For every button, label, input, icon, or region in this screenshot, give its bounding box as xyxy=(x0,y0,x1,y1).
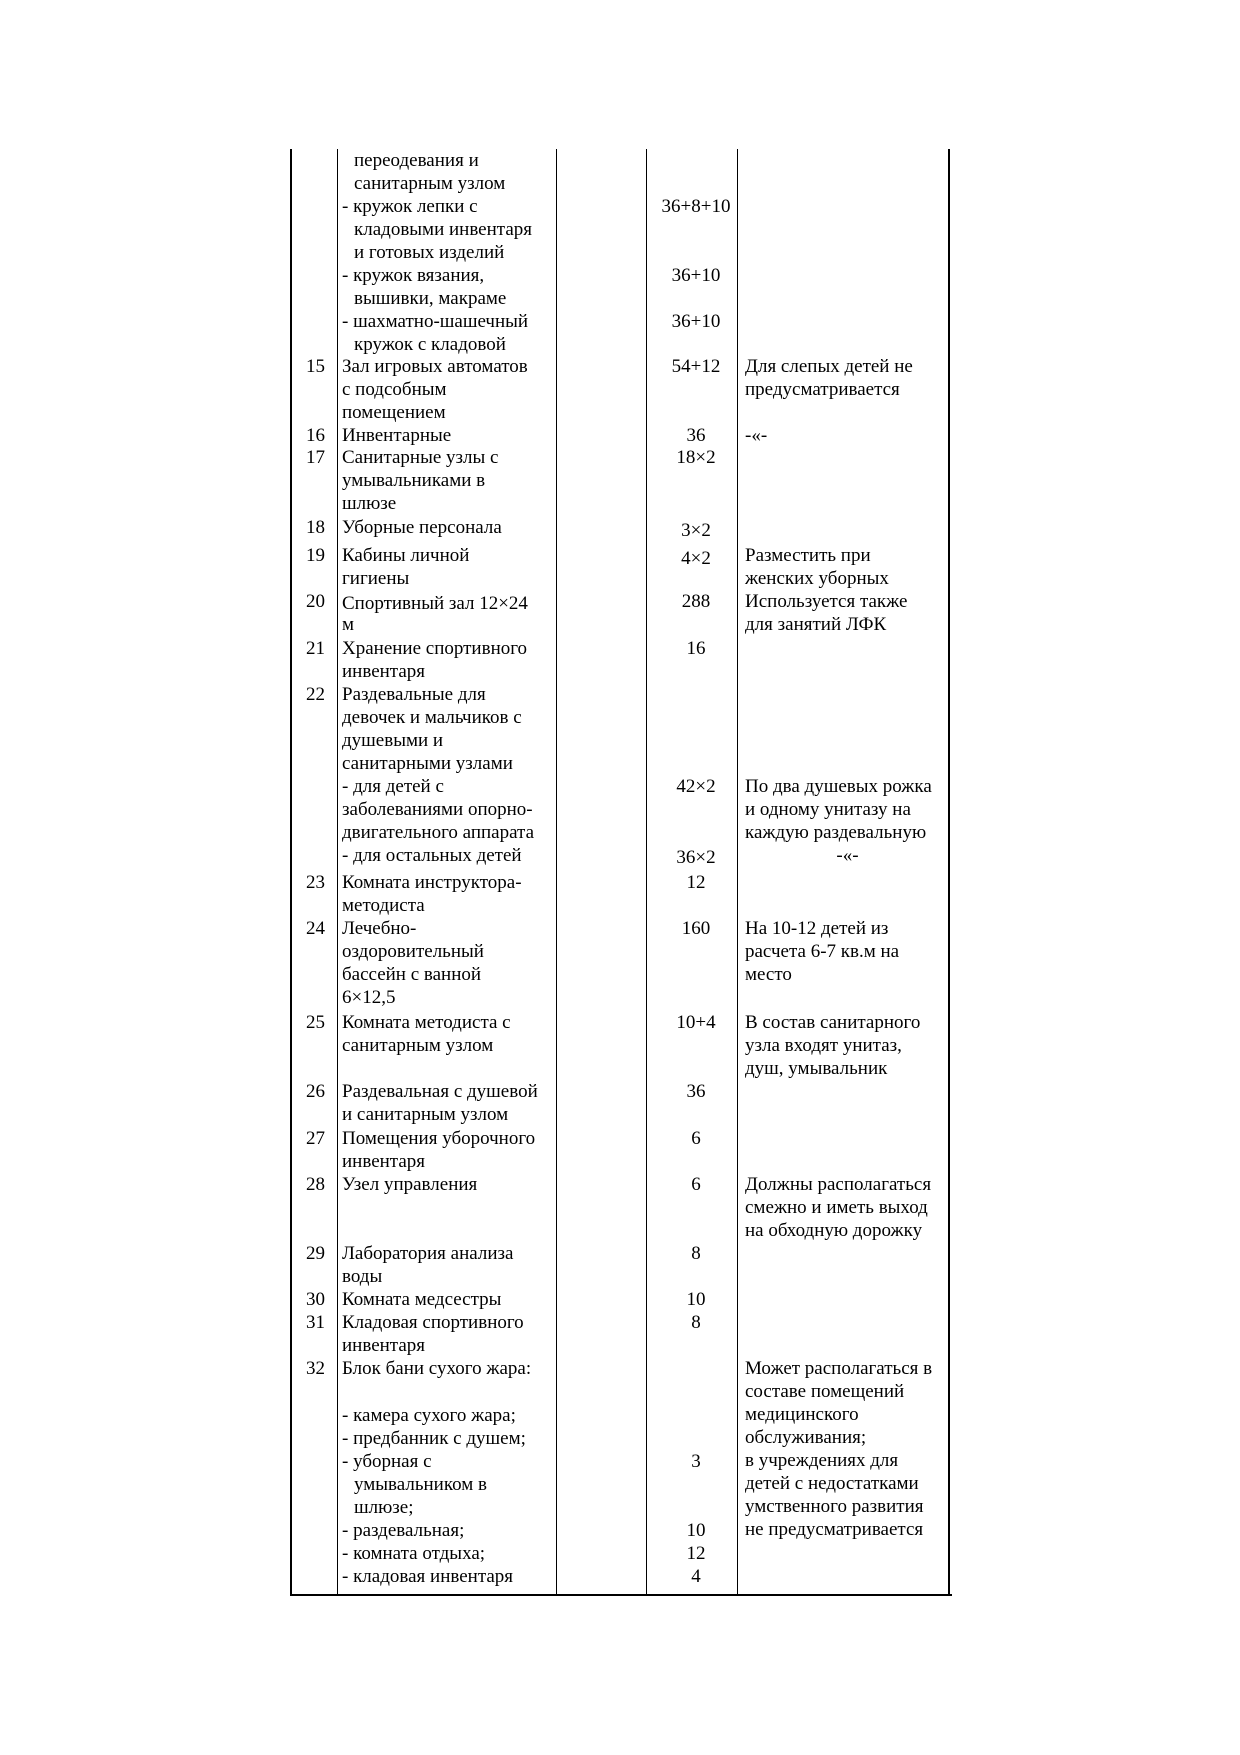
note-line: -«- xyxy=(836,845,859,866)
note-line: для занятий ЛФК xyxy=(745,614,887,635)
area-value: 36 xyxy=(686,425,706,446)
row-number: 26 xyxy=(306,1081,325,1102)
note-line: Используется также xyxy=(745,591,908,612)
area-value: 10+4 xyxy=(676,1012,716,1033)
room-name-line: Узел управления xyxy=(342,1174,478,1195)
column-divider xyxy=(737,149,738,1595)
area-value: 54+12 xyxy=(671,356,721,377)
room-name-line: девочек и мальчиков с xyxy=(342,707,522,728)
note-line: -«- xyxy=(745,425,768,446)
row-number: 22 xyxy=(306,684,325,705)
area-value: 4×2 xyxy=(681,548,711,569)
room-name-line: - для остальных детей xyxy=(342,845,522,866)
room-name-line: помещением xyxy=(342,402,446,423)
area-value: 12 xyxy=(686,1543,706,1564)
note-line: место xyxy=(745,964,792,985)
room-name-line: инвентаря xyxy=(342,1335,426,1356)
row-number: 18 xyxy=(306,517,325,538)
note-line: Для слепых детей не xyxy=(745,356,913,377)
table-border-left xyxy=(290,149,292,1595)
note-line: и одному унитазу на xyxy=(745,799,911,820)
note-line: на обходную дорожку xyxy=(745,1220,923,1241)
area-value: 3 xyxy=(691,1451,701,1472)
note-line: узла входят унитаз, xyxy=(745,1035,902,1056)
row-number: 20 xyxy=(306,591,325,612)
area-value: 288 xyxy=(681,591,711,612)
note-line: Разместить при xyxy=(745,545,871,566)
room-name-line: Санитарные узлы с xyxy=(342,447,499,468)
room-name-line: воды xyxy=(342,1266,383,1287)
area-value: 4 xyxy=(691,1566,701,1587)
note-line: В состав санитарного xyxy=(745,1012,921,1033)
room-name-line: - кружок лепки с xyxy=(342,196,478,217)
room-name-line: м xyxy=(342,614,355,635)
note-line: медицинского xyxy=(745,1404,859,1425)
room-name-line: Раздевальная с душевой xyxy=(342,1081,538,1102)
row-number: 29 xyxy=(306,1243,325,1264)
room-name-line: переодевания и xyxy=(354,150,479,171)
room-name-line: Хранение спортивного xyxy=(342,638,528,659)
note-line: предусматривается xyxy=(745,379,900,400)
room-name-line: - кладовая инвентаря xyxy=(342,1566,514,1587)
room-name-line: - кружок вязания, xyxy=(342,265,485,286)
room-name-line: Комната медсестры xyxy=(342,1289,502,1310)
note-line: По два душевых рожка xyxy=(745,776,932,797)
area-value: 42×2 xyxy=(676,776,716,797)
room-name-line: и готовых изделий xyxy=(354,242,505,263)
row-number: 27 xyxy=(306,1128,325,1149)
row-number: 28 xyxy=(306,1174,325,1195)
row-number: 17 xyxy=(306,447,325,468)
note-line: обслуживания; xyxy=(745,1427,867,1448)
column-divider xyxy=(646,149,647,1595)
area-value: 12 xyxy=(686,872,706,893)
room-name-line: заболеваниями опорно- xyxy=(342,799,533,820)
room-name-line: Помещения уборочного xyxy=(342,1128,536,1149)
row-number: 32 xyxy=(306,1358,325,1379)
room-name-line: Лаборатория анализа xyxy=(342,1243,514,1264)
note-line: Может располагаться в xyxy=(745,1358,933,1379)
note-line: каждую раздевальную xyxy=(745,822,927,843)
room-name-line: 6×12,5 xyxy=(342,987,396,1008)
room-name-line: Комната инструктора- xyxy=(342,872,522,893)
room-name-line: санитарным узлом xyxy=(342,1035,494,1056)
row-number: 24 xyxy=(306,918,325,939)
room-name-line: - комната отдыха; xyxy=(342,1543,486,1564)
area-value: 160 xyxy=(681,918,711,939)
area-value: 36×2 xyxy=(676,847,716,868)
area-value: 8 xyxy=(691,1312,701,1333)
row-number: 30 xyxy=(306,1289,325,1310)
room-name-line: оздоровительный xyxy=(342,941,484,962)
room-name-line: - для детей с xyxy=(342,776,444,797)
note-line: душ, умывальник xyxy=(745,1058,888,1079)
row-number: 16 xyxy=(306,425,325,446)
room-name-line: - уборная с xyxy=(342,1451,432,1472)
room-name-line: Комната методиста с xyxy=(342,1012,511,1033)
table-border-right xyxy=(948,149,950,1595)
room-name-line: - шахматно-шашечный xyxy=(342,311,529,332)
note-line: женских уборных xyxy=(745,568,889,589)
room-name-line: умывальниками в xyxy=(342,470,486,491)
room-name-line: Раздевальные для xyxy=(342,684,486,705)
room-name-line: шлюзе; xyxy=(354,1497,414,1518)
room-name-line: Кабины личной xyxy=(342,545,470,566)
room-name-line: Лечебно- xyxy=(342,918,417,939)
area-value: 6 xyxy=(691,1174,701,1195)
row-number: 15 xyxy=(306,356,325,377)
area-value: 36+10 xyxy=(671,265,721,286)
room-name-line: Блок бани сухого жара: xyxy=(342,1358,532,1379)
row-number: 25 xyxy=(306,1012,325,1033)
area-value: 3×2 xyxy=(681,520,711,541)
room-name-line: Кладовая спортивного xyxy=(342,1312,524,1333)
table-bottom-border xyxy=(290,1594,952,1596)
room-name-line: Спортивный зал 12×24 xyxy=(342,593,528,614)
room-name-line: Уборные персонала xyxy=(342,517,502,538)
note-line: смежно и иметь выход xyxy=(745,1197,928,1218)
room-name-line: инвентаря xyxy=(342,1151,426,1172)
column-divider xyxy=(556,149,557,1595)
room-name-line: инвентаря xyxy=(342,661,426,682)
room-name-line: с подсобным xyxy=(342,379,447,400)
row-number: 23 xyxy=(306,872,325,893)
area-value: 8 xyxy=(691,1243,701,1264)
area-value: 10 xyxy=(686,1289,706,1310)
area-value: 18×2 xyxy=(676,447,716,468)
room-name-line: санитарными узлами xyxy=(342,753,513,774)
row-number: 21 xyxy=(306,638,325,659)
column-divider xyxy=(337,149,338,1595)
room-name-line: двигательного аппарата xyxy=(342,822,535,843)
area-value: 36+8+10 xyxy=(661,196,731,217)
room-name-line: методиста xyxy=(342,895,425,916)
area-value: 36 xyxy=(686,1081,706,1102)
note-line: составе помещений xyxy=(745,1381,905,1402)
room-name-line: гигиены xyxy=(342,568,410,589)
area-value: 10 xyxy=(686,1520,706,1541)
note-line: в учреждениях для xyxy=(745,1450,899,1471)
room-name-line: и санитарным узлом xyxy=(342,1104,509,1125)
room-name-line: Инвентарные xyxy=(342,425,452,446)
room-name-line: - предбанник с душем; xyxy=(342,1428,526,1449)
note-line: детей с недостатками xyxy=(745,1473,919,1494)
room-name-line: - камера сухого жара; xyxy=(342,1405,516,1426)
row-number: 31 xyxy=(306,1312,325,1333)
room-name-line: вышивки, макраме xyxy=(354,288,507,309)
room-name-line: кружок с кладовой xyxy=(354,334,506,355)
room-name-line: санитарным узлом xyxy=(354,173,506,194)
room-name-line: шлюзе xyxy=(342,493,397,514)
area-value: 16 xyxy=(686,638,706,659)
area-value: 36+10 xyxy=(671,311,721,332)
note-line: На 10-12 детей из xyxy=(745,918,889,939)
room-name-line: Зал игровых автоматов xyxy=(342,356,528,377)
room-name-line: кладовыми инвентаря xyxy=(354,219,532,240)
note-line: расчета 6-7 кв.м на xyxy=(745,941,900,962)
room-name-line: - раздевальная; xyxy=(342,1520,465,1541)
room-name-line: бассейн с ванной xyxy=(342,964,482,985)
note-line: Должны располагаться xyxy=(745,1174,932,1195)
note-line: умственного развития xyxy=(745,1496,924,1517)
note-line: не предусматривается xyxy=(745,1519,924,1540)
room-name-line: душевыми и xyxy=(342,730,444,751)
room-name-line: умывальником в xyxy=(354,1474,487,1495)
row-number: 19 xyxy=(306,545,325,566)
area-value: 6 xyxy=(691,1128,701,1149)
